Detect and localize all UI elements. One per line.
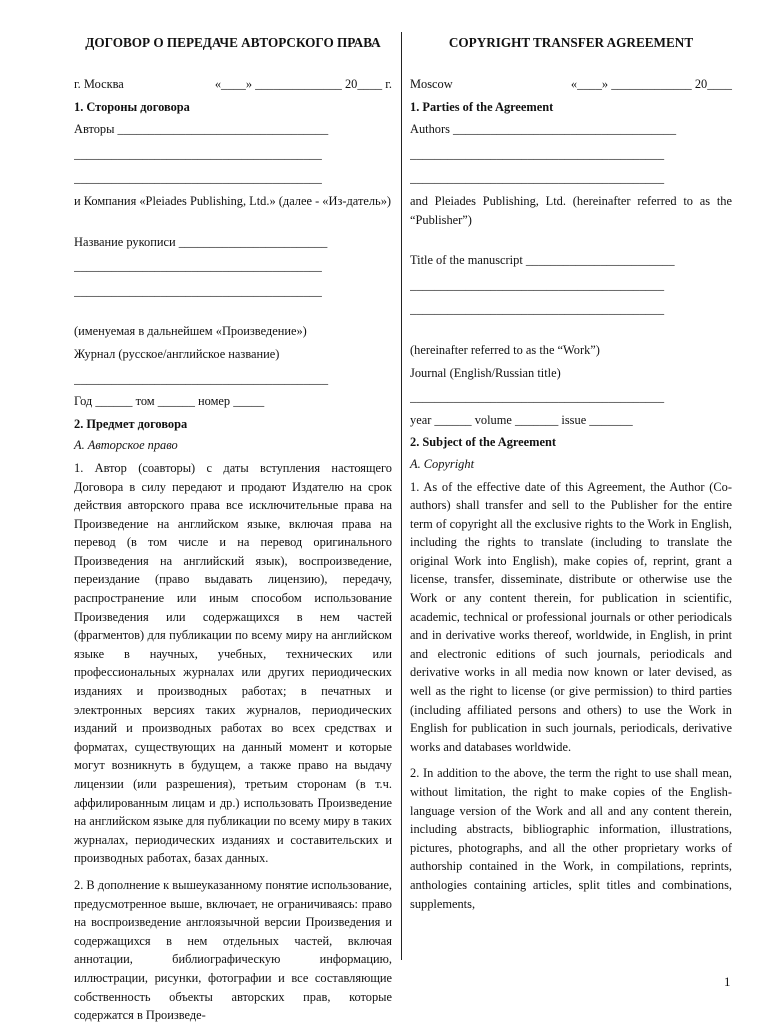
column-divider — [401, 32, 402, 960]
en-work-named: (hereinafter referred to as the “Work”) — [410, 342, 600, 357]
en-paragraph-2: 2. In addition to the above, the term the right to use shall mean, without limitation, the right to make copies of the English-language version of the Work and all and any content therein, including abstracts, bibliographic information, illustrations, pictures, photographs, and all the other proprietary works of authorship contained in the Work, in compilations, reprints, anthologies containing articles, split titles and combinations, supplements, — [410, 766, 732, 911]
ru-paragraph-2: 2. В дополнение к вышеуказанному понятие использование, предусмотренное выше, включает, не ограничиваясь: право на воспроизведение англоязычной версии Произведения и содержащихся в нем отдельных частей, включая аннотации, библиографическую информацию, иллюстрации, рисунки, фотографии и все составляющие собственность объекты авторских прав, которые содержатся в Произведе- — [74, 877, 392, 1023]
en-section-2-heading: 2. Subject of the Agreement — [410, 435, 557, 450]
ru-section-1-heading: 1. Стороны договора — [74, 99, 190, 114]
ru-blank-line: ________________________________________ — [74, 171, 322, 186]
en-year-volume-issue: year ______ volume _______ issue _______ — [410, 412, 633, 427]
en-date: «____» _____________ 20____ — [570, 77, 732, 91]
ru-authors-line: Авторы __________________________________ — [74, 122, 329, 137]
ru-journal-line: Журнал (русское/английское название) — [74, 346, 280, 361]
ru-date: «____» ______________ 20____ г. — [214, 77, 392, 91]
ru-work-named: (именуемая в дальнейшем «Произведение») — [74, 324, 307, 339]
en-company-text: and Pleiades Publishing, Ltd. (hereinafter referred to as the “Publisher”) — [410, 193, 732, 227]
en-blank-line: _________________________________________ — [410, 302, 665, 317]
ru-blank-line: _________________________________________ — [74, 371, 329, 386]
ru-blank-line: ________________________________________ — [74, 259, 322, 274]
ru-paragraph-1: 1. Автор (соавторы) с даты вступления настоящего Договора в силу передают и продают Издателю на срок действия авторского права все исключительные права на Произведение на английском языке, включая права на перевод (в том числе и на перевод оригинального Произведения на английский язык), воспроизведение, переиздание (право выдавать лицензию), передачу, распространение или иным способом использование Произведения или содержащихся в нем частей (фрагментов) для публикации по всему миру на английском языке в научных, учебных, технических или профессиональных журналах или других периодических изданиях и производных работах; в печатных и электронных версиях таких журналов, периодических изданий и производных работах во всех средствах и форматах, существующих на данный момент и которые могут возникнуть в будущем, а также право на выдачу лицензии (или разрешения), третьим сторонам (в т.ч. аффилированным лицам и др.) использовать Произведение на английском языке для публикации по всему миру в таких журналах, периодических изданиях и составительских и производных работах, базах данных. — [74, 460, 392, 866]
page-number: 1 — [724, 974, 731, 989]
russian-column — [74, 34, 392, 1025]
en-section-1-heading: 1. Parties of the Agreement — [410, 99, 554, 114]
en-paragraph-1: 1. As of the effective date of this Agreement, the Author (Co-authors) shall transfer and sell to the Publisher for the entire term of copyright all the exclusive rights to the Work in English, including the rights to translate (including to translate the original Work into English), make copies of, reprint, grant a license, transfer, disseminate, distribute or otherwise use the Work or any content therein, for publication in scientific, academic, technical or professional journals or other periodicals and in derivative works thereof, worldwide, in English, in print and electronic editions of such journals, periodicals and derivative works in all media now known or later devised, as well as the right to license (or give permission) to third parties (including affiliated persons and others) to use the Work in English for publication in such journals, periodicals, derivative works and databases worldwide. — [410, 479, 732, 754]
en-blank-line: _________________________________________ — [410, 171, 665, 186]
ru-blank-line: ________________________________________ — [74, 283, 322, 298]
en-city: Moscow — [410, 77, 453, 91]
en-manuscript-line: Title of the manuscript ________________________ — [410, 253, 675, 268]
ru-title: ДОГОВОР О ПЕРЕДАЧЕ АВТОРСКОГО ПРАВА — [85, 35, 381, 50]
en-journal-line: Journal (English/Russian title) — [410, 365, 561, 380]
en-blank-line: _________________________________________ — [410, 277, 665, 292]
en-blank-line: _________________________________________ — [410, 146, 665, 161]
ru-city: г. Москва — [74, 77, 124, 91]
en-place-date — [410, 75, 732, 94]
ru-manuscript-line: Название рукописи ________________________ — [74, 234, 328, 249]
en-subsection-a: A. Copyright — [410, 456, 475, 471]
ru-place-date — [74, 75, 392, 94]
ru-company-text: и Компания «Pleiades Publishing, Ltd.» (далее - «Из-датель») — [74, 193, 392, 208]
ru-blank-line: ________________________________________ — [74, 146, 322, 161]
ru-subsection-a: А. Авторское право — [74, 438, 178, 453]
ru-year-volume-issue: Год ______ том ______ номер _____ — [74, 394, 265, 409]
en-blank-line: _________________________________________ — [410, 390, 665, 405]
en-title: COPYRIGHT TRANSFER AGREEMENT — [448, 35, 694, 50]
english-column — [410, 34, 732, 913]
ru-section-2-heading: 2. Предмет договора — [74, 416, 188, 431]
en-authors-line: Authors ____________________________________ — [410, 122, 677, 137]
